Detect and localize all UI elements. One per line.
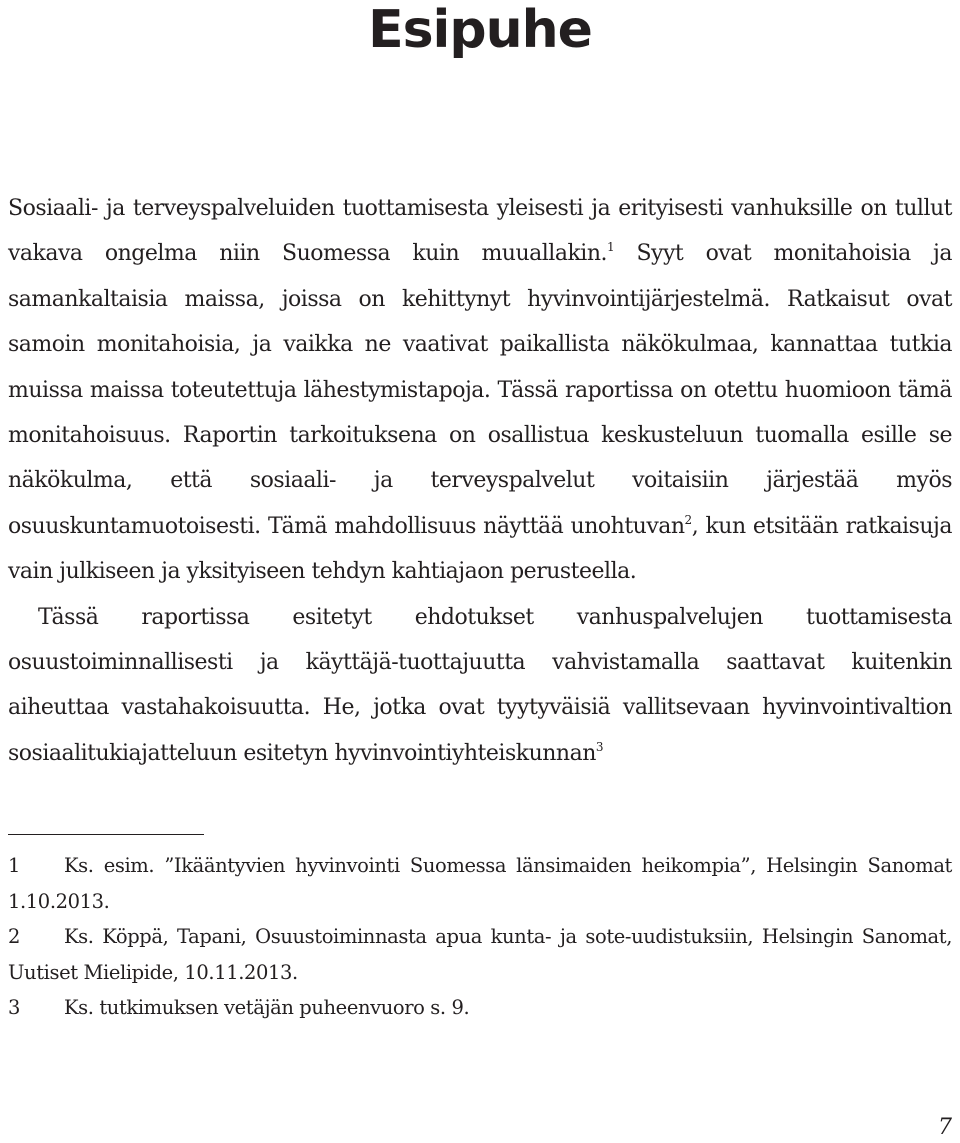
- paragraph-1-part-3: , kun etsitään ratkaisuja vain julkiseen ja yksityiseen tehdyn kahtiajaon perusteella.: [8, 513, 952, 585]
- footnote-1: [8, 848, 952, 919]
- paragraph-2: [8, 595, 952, 777]
- footnotes: [8, 848, 952, 1026]
- paragraph-2-text: Tässä raportissa esitetyt ehdotukset vanhuspalvelujen tuottamisesta osuustoiminnallisesti ja käyttäjä-tuottajuutta vahvistamalla saattavat kuitenkin aiheuttaa vastahakoisuutta. He, jotka ovat tyytyväisiä vallitsevaan hyvinvointivaltion sosiaalitukiajatteluun esitetyn hyvinvointiyhteiskunnan: [8, 604, 952, 766]
- footnote-divider: [8, 834, 204, 835]
- paragraph-1-part-1: Sosiaali- ja terveyspalveluiden tuottamisesta yleisesti ja erityisesti vanhuksille on tullut vakava ongelma niin Suomessa kuin muuallakin.: [8, 196, 952, 267]
- footnote-ref-3[interactable]: 3: [595, 739, 604, 754]
- footnote-3: [8, 990, 952, 1026]
- footnote-ref-1[interactable]: 1: [606, 240, 615, 255]
- footnote-number: 3: [8, 996, 21, 1019]
- footnote-ref-2[interactable]: 2: [684, 512, 692, 527]
- footnote-2: [8, 919, 952, 990]
- page-number: 7: [938, 1115, 952, 1140]
- body-text: [8, 186, 952, 776]
- paragraph-1-part-2: Syyt ovat monitahoisia ja samankaltaisia maissa, joissa on kehittynyt hyvinvointijärjestelmä. Ratkaisut ovat samoin monitahoisia, ja vaikka ne vaativat paikallista näkökulmaa, kannattaa tutkia muissa maissa toteutettuja lähestymistapoja. Tässä raportissa on otettu huomioon tämä monitahoisuus. Raportin tarkoituksena on osallistua keskusteluun tuomalla esille se näkökulma, että sosiaali- ja terveyspalvelut voitaisiin järjestää myös osuuskuntamuotoisesti. Tämä mahdollisuus näyttää unohtuvan: [8, 241, 952, 539]
- footnote-number: 2: [8, 925, 21, 948]
- paragraph-1: [8, 186, 952, 595]
- footnote-text: Ks. Köppä, Tapani, Osuustoiminnasta apua kunta- ja sote-uudistuksiin, Helsingin Sanomat, Uutiset Mielipide, 10.11.2013.: [8, 925, 952, 984]
- footnote-number: 1: [8, 854, 21, 877]
- page-title: Esipuhe: [368, 0, 592, 60]
- footnote-text: Ks. esim. ”Ikääntyvien hyvinvointi Suomessa länsimaiden heikompia”, Helsingin Sanomat 1.10.2013.: [8, 854, 952, 913]
- footnote-text: Ks. tutkimuksen vetäjän puheenvuoro s. 9.: [64, 996, 470, 1019]
